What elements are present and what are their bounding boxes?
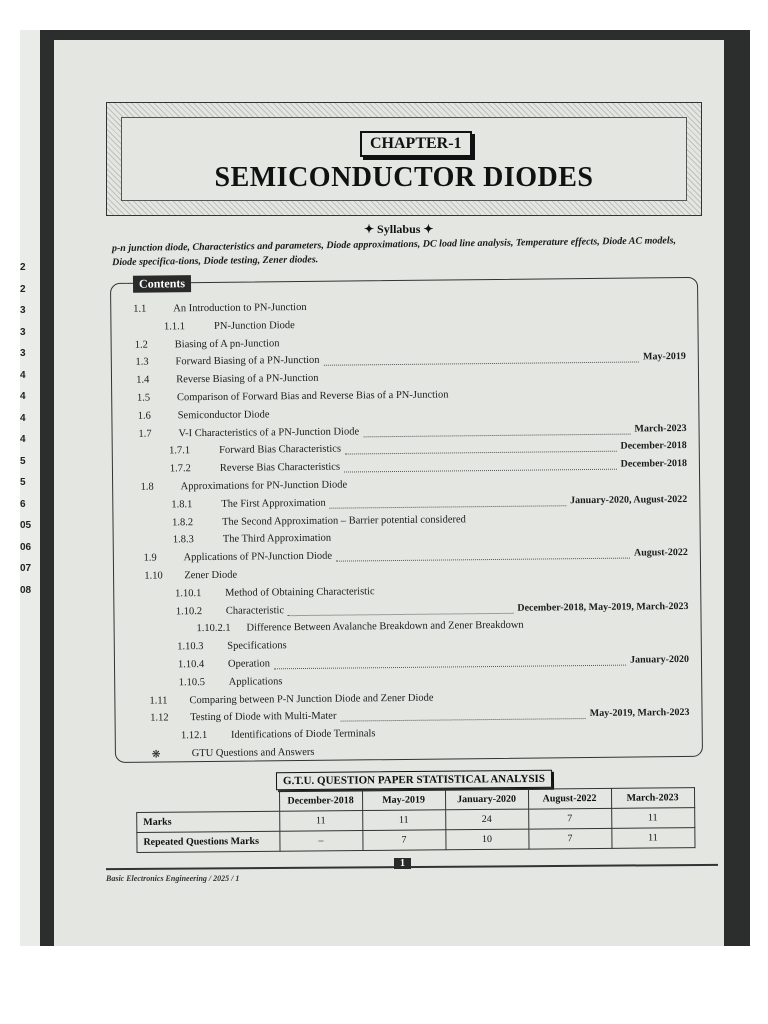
toc-item-number: 1.10.3 xyxy=(177,641,204,653)
gtu-column-header: March-2023 xyxy=(611,788,694,809)
toc-item-title: Applications of PN-Junction Diode xyxy=(183,550,333,564)
toc-item-title: Identifications of Diode Terminals xyxy=(230,728,376,741)
gtu-corner-cell xyxy=(137,791,280,812)
toc-item-title: Difference Between Avalanche Breakdown and Zener Breakdown xyxy=(246,620,524,634)
toc-item-title: Approximations for PN-Junction Diode xyxy=(180,479,348,493)
gtu-row-label: Repeated Questions Marks xyxy=(137,831,280,852)
toc-item-title: V-I Characteristics of a PN-Junction Diode xyxy=(178,425,360,439)
toc-item-title: An Introduction to PN-Junction xyxy=(173,301,307,315)
toc-item-number: 1.7.1 xyxy=(169,445,191,457)
toc-item-number: 1.10.4 xyxy=(177,659,205,671)
edge-page-number: 3 xyxy=(20,348,26,359)
toc-item-title: Semiconductor Diode xyxy=(177,409,270,422)
toc-item-number: 1.12 xyxy=(150,712,169,724)
edge-page-number: 4 xyxy=(20,412,26,424)
chapter-label: CHAPTER-1 xyxy=(360,131,472,157)
gtu-column-header: August-2022 xyxy=(528,788,611,809)
toc-item-date: December-2018, May-2019, March-2023 xyxy=(517,600,689,614)
toc-item-title: Reverse Bias Characteristics xyxy=(219,461,341,475)
page-number: 1 xyxy=(394,858,411,869)
gtu-analysis-table xyxy=(136,787,695,853)
toc-leader-dots xyxy=(345,451,617,455)
edge-page-number: 2 xyxy=(20,283,26,295)
toc-item-title: The Third Approximation xyxy=(222,533,332,546)
toc-item-number: 1.8 xyxy=(140,481,154,493)
toc-leader-dots xyxy=(324,362,639,366)
toc-item-title: Applications xyxy=(228,676,283,688)
toc-item-title: Comparison of Forward Bias and Reverse Bias of a PN-Junction xyxy=(176,389,449,404)
toc-item-number: 1.6 xyxy=(137,410,151,422)
edge-page-number: 06 xyxy=(20,541,32,553)
toc-item-title: PN-Junction Diode xyxy=(213,319,295,332)
toc-item-title: Operation xyxy=(227,658,271,670)
document-page xyxy=(54,40,724,946)
toc-item-number: 1.8.1 xyxy=(171,498,193,511)
toc-item-number: ❋ xyxy=(151,749,161,761)
toc-item-title: Biasing of A pn-Junction xyxy=(174,337,280,350)
chapter-header-box xyxy=(106,102,702,216)
toc-item-date: March-2023 xyxy=(634,422,687,435)
gtu-cell: 11 xyxy=(362,810,445,831)
gtu-cell: 7 xyxy=(362,830,445,851)
gtu-row-label: Marks xyxy=(137,811,280,832)
photo-frame xyxy=(20,30,750,946)
gtu-cell: 11 xyxy=(611,808,694,829)
gtu-cell: 11 xyxy=(611,828,694,849)
edge-page-number: 6 xyxy=(20,498,26,510)
toc-item-date: January-2020, August-2022 xyxy=(569,493,688,506)
gtu-column-header: January-2020 xyxy=(445,789,528,810)
edge-page-number: 5 xyxy=(20,477,26,488)
toc-item-number: 1.10.5 xyxy=(178,676,206,689)
toc-leader-dots xyxy=(287,612,513,615)
toc-leader-dots xyxy=(329,505,566,508)
toc-item-title: The Second Approximation – Barrier potential considered xyxy=(222,513,466,528)
gtu-cell: 11 xyxy=(279,811,362,832)
syllabus-text: p-n junction diode, Characteristics and parameters, Diode approximations, DC load line analysis, Temperature effects, Diode AC models, Diode specifica-tions, Diode testing, Zener diodes. xyxy=(111,235,677,269)
toc-item-date: May-2019 xyxy=(642,351,686,363)
toc-item-number: 1.1 xyxy=(133,303,147,315)
toc-item-title: Method of Obtaining Characteristic xyxy=(224,586,375,599)
edge-page-number: 5 xyxy=(20,455,26,467)
edge-page-number: 2 xyxy=(20,262,26,273)
toc-item-number: 1.7 xyxy=(138,428,152,440)
edge-page-number: 4 xyxy=(20,391,26,402)
edge-page-number: 08 xyxy=(20,584,32,596)
toc-item-number: 1.10.1 xyxy=(174,587,202,600)
gtu-column-header: May-2019 xyxy=(362,790,445,811)
toc-item-date: May-2019, March-2023 xyxy=(589,707,690,720)
left-page-edge xyxy=(20,30,40,946)
toc-leader-dots xyxy=(274,665,626,670)
footer-text: Basic Electronics Engineering / 2025 / 1 xyxy=(106,874,240,883)
footer-rule xyxy=(106,864,718,870)
edge-page-number: 4 xyxy=(20,369,26,381)
gtu-cell: 7 xyxy=(528,808,611,829)
toc-item-title: Testing of Diode with Multi-Mater xyxy=(190,711,337,724)
toc-item-date: August-2022 xyxy=(633,547,688,559)
toc-item-date: December-2018 xyxy=(620,458,687,470)
toc-item-number: 1.8.3 xyxy=(172,534,194,546)
toc-item-number: 1.10.2 xyxy=(175,605,203,617)
gtu-data-row xyxy=(137,828,695,853)
toc-item-title: Characteristic xyxy=(225,604,285,617)
toc-item-title: Comparing between P-N Junction Diode and Zener Diode xyxy=(189,692,434,706)
toc-item-title: Forward Biasing of a PN-Junction xyxy=(175,355,320,368)
toc-item-number: 1.12.1 xyxy=(180,730,208,742)
toc-item-date: December-2018 xyxy=(620,440,687,453)
toc-item-number: 1.11 xyxy=(149,695,168,707)
toc-item-number: 1.3 xyxy=(135,356,149,369)
toc-item-number: 1.7.2 xyxy=(169,463,191,475)
toc-item-title: The First Approximation xyxy=(221,497,326,510)
toc-item-title: Zener Diode xyxy=(184,569,238,582)
toc-leader-dots xyxy=(336,558,630,562)
gtu-column-header: December-2018 xyxy=(279,791,362,812)
syllabus-heading: ✦ Syllabus ✦ xyxy=(364,222,434,236)
gtu-cell: 24 xyxy=(445,809,528,830)
contents-heading: Contents xyxy=(133,275,191,293)
toc-leader-dots xyxy=(344,469,617,473)
toc-item-number: 1.2 xyxy=(134,339,148,351)
toc-item-number: 1.4 xyxy=(136,374,150,386)
toc-item xyxy=(128,743,690,765)
gtu-analysis-title: G.T.U. QUESTION PAPER STATISTICAL ANALYSIS xyxy=(276,770,552,790)
toc-item-number: 1.8.2 xyxy=(172,516,194,528)
toc-item-title: Specifications xyxy=(227,640,287,652)
toc-item-number: 1.10.2.1 xyxy=(196,623,231,635)
toc-item-number: 1.5 xyxy=(136,392,151,404)
toc-item-title: Forward Bias Characteristics xyxy=(219,443,342,457)
toc-item-title: Reverse Biasing of a PN-Junction xyxy=(176,373,319,386)
toc-item-number: 1.10 xyxy=(144,570,163,582)
toc-item-number: 1.1.1 xyxy=(163,321,186,333)
edge-page-number: 3 xyxy=(20,305,26,316)
gtu-cell: 7 xyxy=(528,828,611,849)
gtu-cell: 10 xyxy=(445,829,528,850)
toc-item-date: January-2020 xyxy=(630,653,690,666)
toc-item-title: GTU Questions and Answers xyxy=(191,746,315,760)
contents-box xyxy=(110,277,703,763)
edge-page-number: 3 xyxy=(20,326,26,338)
edge-page-number: 05 xyxy=(20,520,32,531)
gtu-cell: – xyxy=(279,831,362,852)
edge-page-number: 07 xyxy=(20,563,32,574)
edge-page-number: 4 xyxy=(20,434,26,445)
toc-item-number: 1.9 xyxy=(143,552,157,564)
chapter-header-inner xyxy=(121,117,687,201)
chapter-title: SEMICONDUCTOR DIODES xyxy=(214,162,594,193)
toc-leader-dots xyxy=(364,433,631,437)
toc-leader-dots xyxy=(341,718,586,722)
